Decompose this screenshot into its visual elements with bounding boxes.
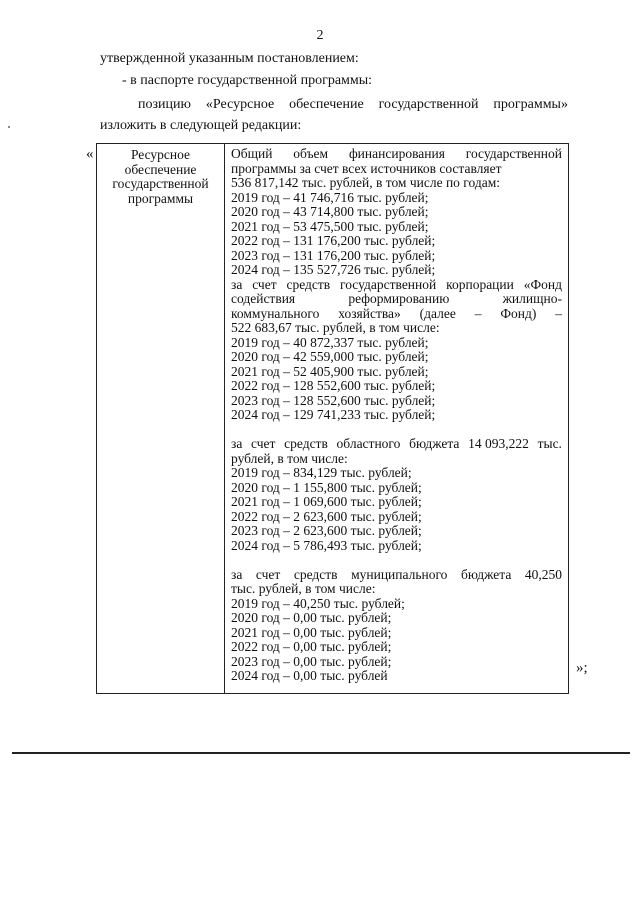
content-word: областного	[336, 436, 401, 451]
content-line: 2024 год – 5 786,493 тыс. рублей;	[231, 537, 422, 553]
content-word: финансирования	[348, 146, 445, 161]
content-line: 2020 год – 0,00 тыс. рублей;	[231, 610, 392, 625]
content-word: муниципального	[351, 566, 448, 582]
closing-quote: »;	[576, 660, 588, 676]
content-word: –	[474, 305, 482, 321]
content-line: 2020 год – 43 714,800 тыс. рублей;	[231, 204, 429, 219]
content-word: счет	[252, 276, 277, 292]
content-word: государственной	[340, 276, 437, 292]
intro-word: государственной	[378, 97, 479, 112]
content-line: 2022 год – 0,00 тыс. рублей;	[231, 639, 392, 654]
label-line: программы	[127, 190, 194, 206]
content-word: программы за счет всех источников составляет	[231, 160, 502, 176]
content-line	[231, 568, 562, 583]
content-line: 2024 год – 129 741,233 тыс. рублей;	[231, 407, 436, 422]
content-word: средств	[284, 436, 328, 451]
content-word: –	[555, 305, 562, 321]
content-word: коммунального	[231, 305, 320, 321]
content-word: средств	[286, 276, 331, 292]
footer-rule	[12, 752, 630, 754]
content-line: 2023 год – 2 623,600 тыс. рублей;	[231, 523, 422, 538]
content-line: 2023 год – 128 552,600 тыс. рублей;	[231, 392, 436, 408]
content-word: жилищно-	[502, 291, 562, 306]
column-divider	[224, 144, 225, 693]
content-line: 2023 год – 131 176,200 тыс. рублей;	[231, 247, 436, 263]
content-word: 40,250	[524, 566, 562, 582]
paragraph-gap	[231, 553, 562, 568]
content-line: 2020 год – 1 155,800 тыс. рублей;	[231, 479, 422, 495]
content-line: 2021 год – 52 405,900 тыс. рублей;	[231, 363, 429, 379]
label-line: Ресурсное	[130, 147, 191, 162]
content-line: 2024 год – 0,00 тыс. рублей	[231, 668, 388, 683]
content-line	[231, 307, 562, 322]
content-line: 2019 год – 40 872,337 тыс. рублей;	[231, 334, 429, 350]
resource-table	[96, 143, 569, 694]
content-line	[231, 292, 562, 307]
content-line: 2024 год – 135 527,726 тыс. рублей;	[231, 262, 436, 277]
intro-word: обеспечение	[289, 97, 364, 112]
content-line: 2021 год – 53 475,500 тыс. рублей;	[231, 218, 429, 234]
content-line: 522 683,67 тыс. рублей, в том числе:	[231, 320, 440, 335]
opening-quote: «	[86, 146, 94, 162]
table-content-cell	[231, 147, 562, 684]
table-label-cell	[97, 148, 224, 206]
scan-artifact	[8, 126, 10, 128]
intro-word: позицию	[138, 97, 191, 112]
intro-word: программы»	[493, 97, 568, 112]
paragraph-gap	[231, 423, 562, 438]
content-word: 14 093,222	[468, 436, 529, 451]
label-line: государственной	[112, 176, 209, 191]
intro-justified-line	[138, 96, 568, 114]
content-line	[231, 278, 562, 293]
content-word: (далее	[419, 305, 456, 321]
intro-line: - в паспорте государственной программы:	[122, 73, 373, 88]
intro-line: изложить в следующей редакции:	[100, 118, 302, 133]
content-line: тыс. рублей, в том числе:	[231, 581, 376, 596]
content-word: Фонд)	[500, 305, 537, 321]
content-line: 2019 год – 834,129 тыс. рублей;	[231, 465, 412, 480]
content-word: корпорации	[446, 276, 514, 292]
content-line: 2020 год – 42 559,000 тыс. рублей;	[231, 349, 429, 364]
content-word: «Фонд	[523, 276, 562, 292]
content-line: 2021 год – 0,00 тыс. рублей;	[231, 624, 392, 640]
content-word: Общий	[231, 146, 273, 161]
content-line: рублей, в том числе:	[231, 450, 348, 466]
content-line	[231, 162, 562, 177]
content-word: реформированию	[348, 291, 450, 306]
content-word: государственной	[465, 146, 562, 161]
intro-line: утвержденной указанным постановлением:	[100, 51, 359, 66]
content-word: счет	[251, 436, 276, 451]
content-line	[231, 147, 562, 162]
content-word: счет	[255, 566, 281, 582]
content-line: 536 817,142 тыс. рублей, в том числе по годам:	[231, 175, 501, 190]
content-line: 2019 год – 40,250 тыс. рублей;	[231, 595, 405, 611]
content-word: тыс.	[537, 436, 562, 451]
content-line	[231, 437, 562, 452]
content-word: средств	[293, 566, 338, 582]
content-word: за	[231, 566, 243, 582]
content-word: за	[231, 436, 243, 451]
content-line: 2022 год – 131 176,200 тыс. рублей;	[231, 233, 436, 248]
label-line: обеспечение	[124, 161, 197, 177]
content-word: бюджета	[460, 566, 512, 582]
content-word: объем	[293, 146, 329, 161]
content-line: 2023 год – 0,00 тыс. рублей;	[231, 653, 392, 669]
content-line: 2022 год – 2 623,600 тыс. рублей;	[231, 508, 422, 524]
intro-word: «Ресурсное	[205, 97, 275, 112]
content-line: 2019 год – 41 746,716 тыс. рублей;	[231, 189, 429, 205]
content-word: за	[231, 276, 243, 292]
content-word: бюджета	[409, 436, 460, 451]
page-number: 2	[316, 28, 324, 43]
content-line: 2021 год – 1 069,600 тыс. рублей;	[231, 494, 422, 509]
content-word: содействия	[231, 291, 296, 306]
content-word: хозяйства»	[338, 305, 401, 321]
content-line: 2022 год – 128 552,600 тыс. рублей;	[231, 378, 436, 393]
